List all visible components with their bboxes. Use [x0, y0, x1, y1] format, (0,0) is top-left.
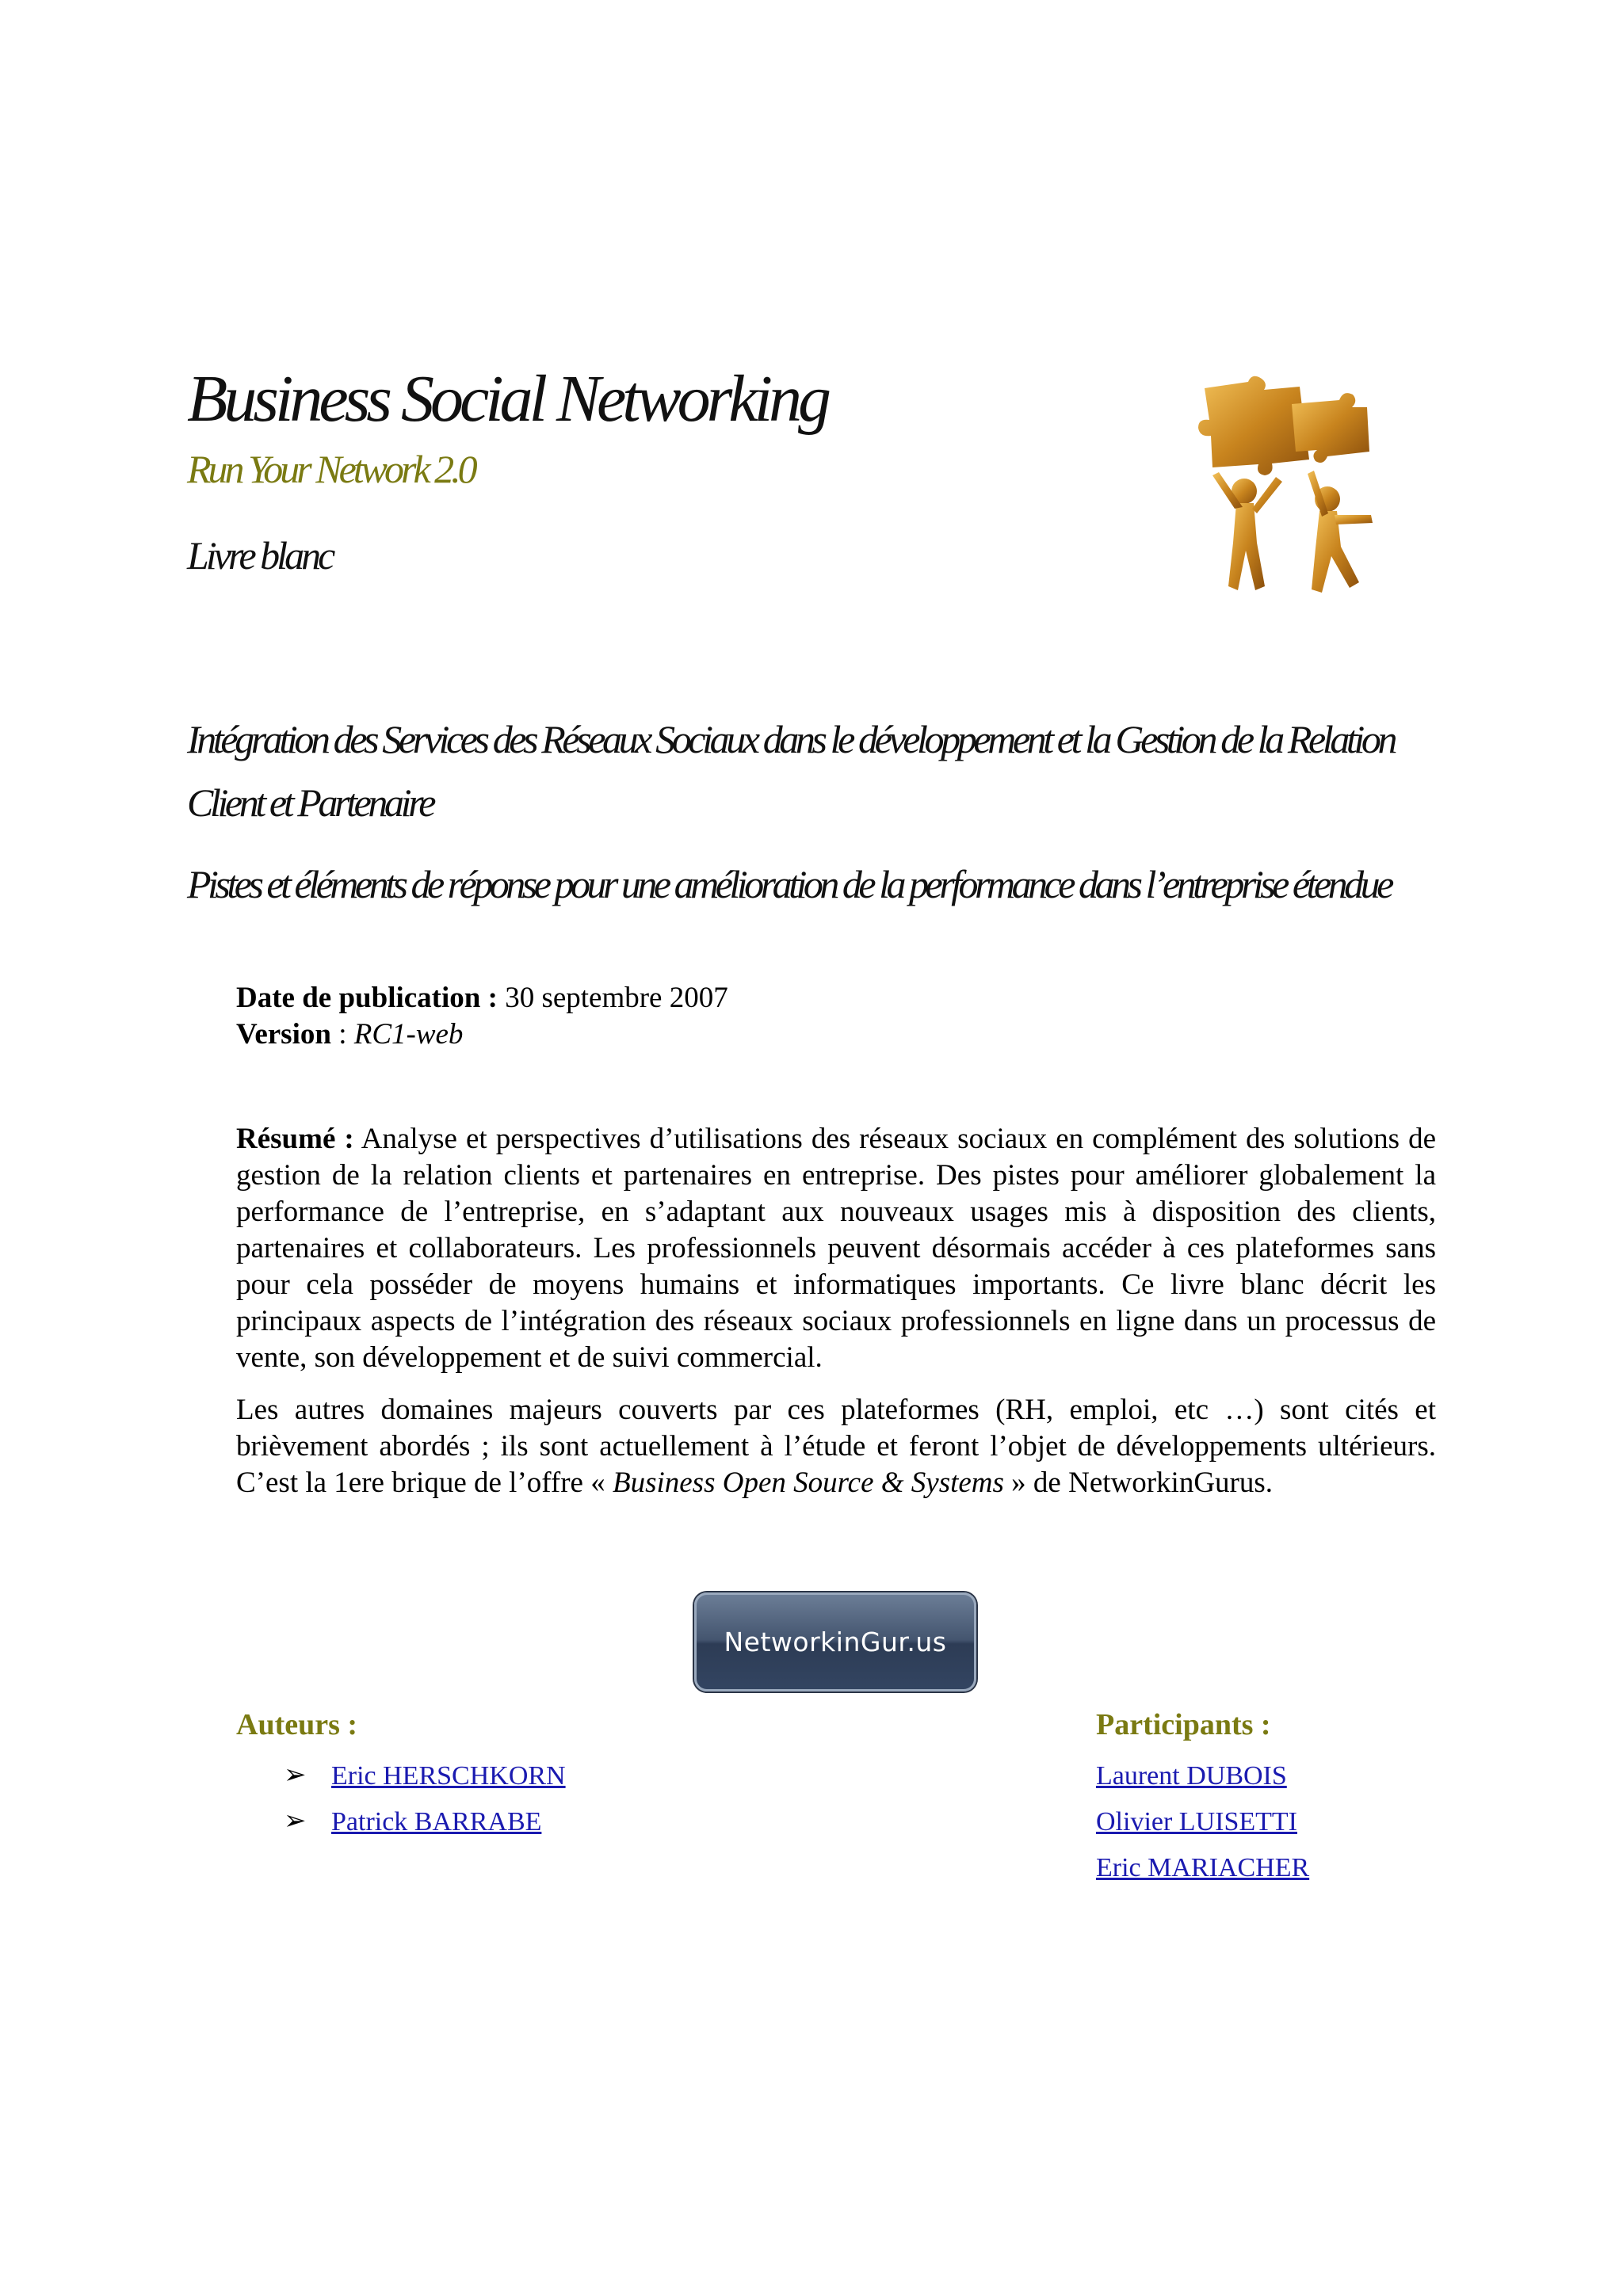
arrowhead-bullet-icon: ➢ [284, 1806, 307, 1836]
author-link-2[interactable]: Patrick BARRABE [331, 1807, 542, 1836]
heading-integration: Intégration des Services des Réseaux Sociaux dans le développement et la Gestion de la Relation Client et Partenaire [187, 717, 1395, 825]
abstract-label: Résumé : [236, 1123, 354, 1155]
document-subtitle: Run Your Network 2.0 [187, 447, 475, 491]
document-type: Livre blanc [187, 533, 333, 578]
author-link-1[interactable]: Eric HERSCHKORN [331, 1761, 566, 1791]
publication-date-value: 30 septembre 2007 [505, 982, 728, 1014]
authors-heading: Auteurs : [236, 1708, 358, 1741]
abstract-text-2-end: » de NetworkinGurus. [1003, 1466, 1274, 1499]
version-value: RC1-web [353, 1018, 464, 1051]
participant-link-1[interactable]: Laurent DUBOIS [1096, 1761, 1287, 1791]
arrowhead-bullet-icon: ➢ [284, 1760, 307, 1790]
heading-pistes: Pistes et éléments de réponse pour une amélioration de la performance dans l’entreprise étendue [187, 862, 1391, 906]
version-label: Version [236, 1018, 331, 1051]
abstract-paragraph-1 [236, 1121, 1436, 1376]
participant-link-2[interactable]: Olivier LUISETTI [1096, 1807, 1297, 1836]
networkingurus-logo-badge: NetworkinGur.us [694, 1592, 976, 1691]
offer-name: Business Open Source & Systems [612, 1466, 1004, 1499]
publication-date-label: Date de publication : [236, 982, 498, 1014]
publication-date-line [236, 980, 728, 1016]
version-line [236, 1016, 728, 1053]
participants-heading: Participants : [1096, 1708, 1271, 1741]
abstract [236, 1121, 1436, 1517]
version-separator: : [330, 1018, 354, 1051]
abstract-paragraph-2 [236, 1392, 1436, 1501]
abstract-text-2-start: Les autres domaines majeurs couverts par ces plateformes (RH, emploi, etc …) sont cités et brièvement abordés ; ils sont actuellement à l’étude et feront l’objet de développements ultérieurs. C’est la 1ere brique de l’offre « [236, 1394, 1436, 1499]
puzzle-people-illustration [1189, 372, 1387, 610]
participant-link-3[interactable]: Eric MARIACHER [1096, 1853, 1310, 1882]
abstract-text-1: Analyse et perspectives d’utilisations des réseaux sociaux en complément des solutions de gestion de la relation clients et partenaires en entreprise. Des pistes pour améliorer globalement la performance de l’entreprise, en s’adaptant aux nouveaux usages mis à disposition des clients, partenaires et collaborateurs. Les professionnels peuvent désormais accéder à ces plateformes sans pour cela posséder de moyens humains et informatiques importants. Ce livre blanc décrit les principaux aspects de l’intégration des réseaux sociaux professionnels en ligne dans un processus de vente, son développement et de suivi commercial. [236, 1123, 1436, 1374]
document-title: Business Social Networking [187, 362, 827, 436]
publication-meta [236, 980, 728, 1053]
